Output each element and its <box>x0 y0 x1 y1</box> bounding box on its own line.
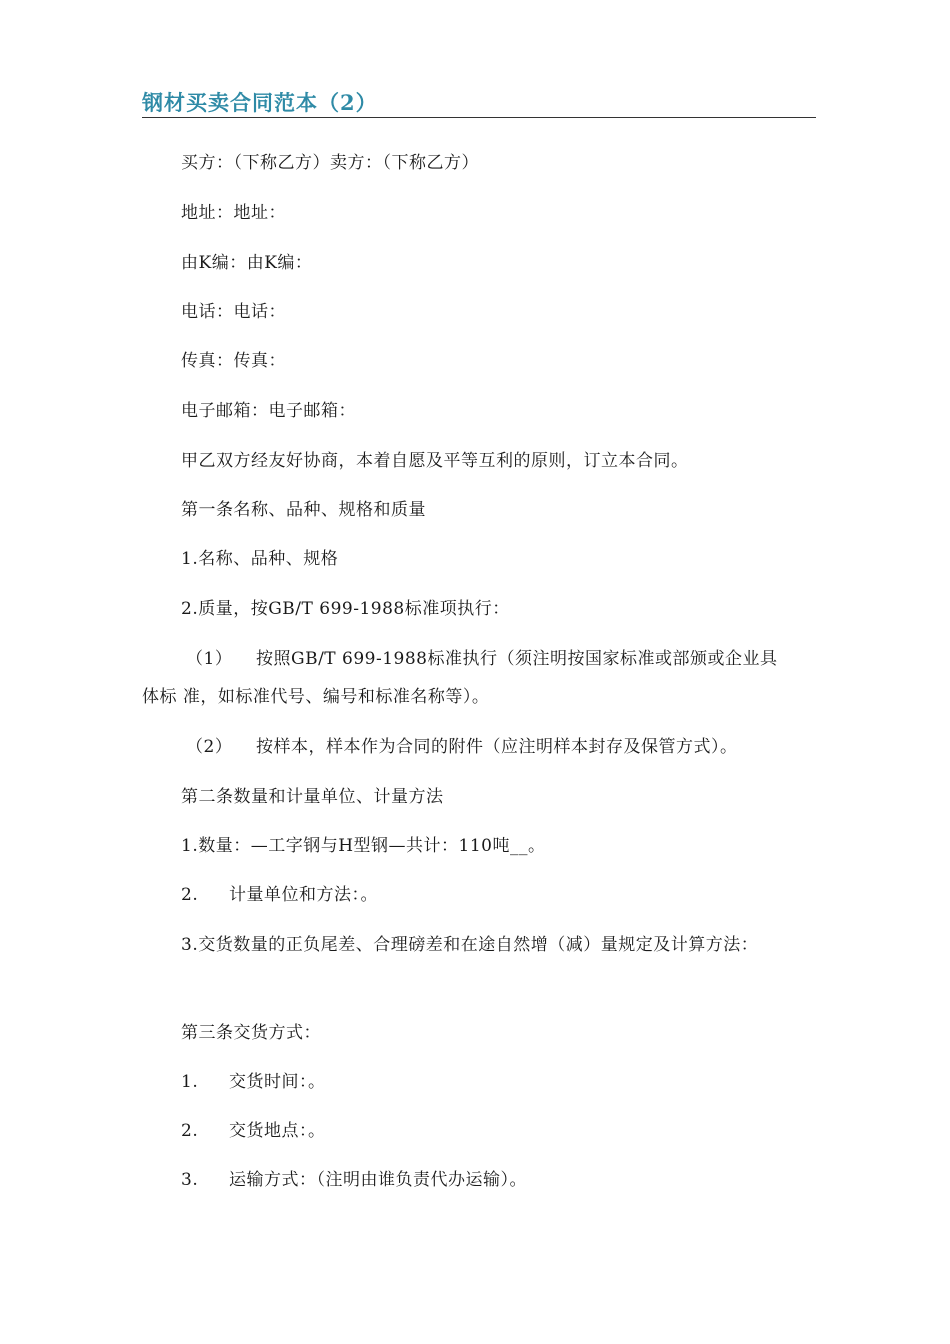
article-3-item-1-text: 交货时间：。 <box>229 1072 326 1092</box>
article-3-item-2-marker: 2. <box>181 1121 199 1141</box>
article-2-item-2-text: 计量单位和方法：。 <box>229 885 378 905</box>
document-title: 钢材买卖合同范本（2） <box>142 90 378 115</box>
article-1-sub-1-text: 按照GB/T 699-1988标准执行（须注明按国家标准或部颁或企业具 <box>256 649 778 669</box>
article-1-sub-2-marker: （2） <box>186 737 233 757</box>
postcode-line: 由K编：由K编： <box>181 253 313 273</box>
article-1-sub-1-marker: （1） <box>186 649 233 669</box>
title-underline <box>142 117 816 118</box>
article-3-item-2-text: 交货地点：。 <box>229 1121 326 1141</box>
article-1-sub-1-continuation: 体标 准，如标准代号、编号和标准名称等）。 <box>142 687 490 707</box>
article-1-heading: 第一条名称、品种、规格和质量 <box>181 500 426 520</box>
article-3-item-1-marker: 1. <box>181 1072 199 1092</box>
preamble-line: 甲乙双方经友好协商，本着自愿及平等互利的原则，订立本合同。 <box>181 451 689 471</box>
article-3-item-3-marker: 3. <box>181 1170 199 1190</box>
address-line: 地址：地址： <box>181 203 286 223</box>
article-2-item-2-marker: 2. <box>181 885 199 905</box>
article-3-item-3-text: 运输方式：（注明由谁负责代办运输）。 <box>229 1170 527 1190</box>
article-2-item-3: 3.交货数量的正负尾差、合理磅差和在途自然增（减）量规定及计算方法： <box>181 935 759 955</box>
email-line: 电子邮箱：电子邮箱： <box>181 401 356 421</box>
article-2-heading: 第二条数量和计量单位、计量方法 <box>181 787 444 807</box>
article-3-heading: 第三条交货方式： <box>181 1023 321 1043</box>
article-2-item-1: 1.数量：—工字钢与H型钢—共计：110吨__。 <box>181 836 546 856</box>
parties-line: 买方：（下称乙方）卖方：（下称乙方） <box>181 153 479 173</box>
article-1-item-2: 2.质量，按GB/T 699-1988标准项执行： <box>181 599 510 619</box>
article-1-item-1: 1.名称、品种、规格 <box>181 549 339 569</box>
fax-line: 传真：传真： <box>181 351 286 371</box>
phone-line: 电话：电话： <box>181 302 286 322</box>
article-1-sub-2-text: 按样本，样本作为合同的附件（应注明样本封存及保管方式）。 <box>256 737 738 757</box>
